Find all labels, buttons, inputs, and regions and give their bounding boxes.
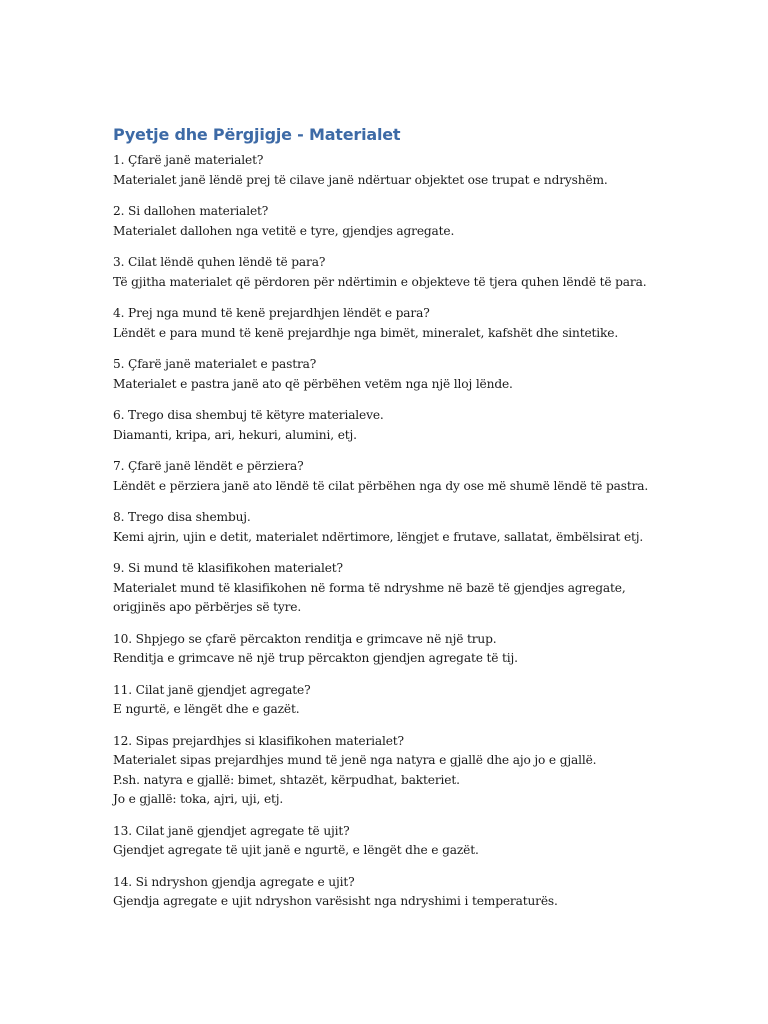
qa-item-6 — [113, 406, 733, 445]
answer-text: Gjendjet agregate të ujit janë e ngurtë, e lëngët dhe e gazët. — [113, 843, 479, 857]
document-content — [113, 124, 733, 924]
question-text: 2. Si dallohen materialet? — [113, 204, 269, 218]
answer-text: Lëndët e përziera janë ato lëndë të cilat përbëhen nga dy ose më shumë lëndë të pastra. — [113, 478, 649, 493]
qa-item-10 — [113, 630, 733, 669]
question-text: 5. Çfarë janë materialet e pastra? — [113, 357, 317, 371]
qa-item-1 — [113, 151, 733, 190]
question-text: 9. Si mund të klasifikohen materialet? — [113, 561, 343, 575]
qa-item-2 — [113, 202, 733, 241]
qa-list — [113, 151, 733, 912]
question-text: 12. Sipas prejardhjes si klasifikohen materialet? — [113, 733, 404, 748]
answer-text: Gjendja agregate e ujit ndryshon varësisht nga ndryshimi i temperaturës. — [113, 894, 558, 908]
question-text: 7. Çfarë janë lëndët e përziera? — [113, 459, 304, 473]
question-text: 11. Cilat janë gjendjet agregate? — [113, 682, 311, 697]
qa-item-9 — [113, 559, 733, 618]
qa-item-14 — [113, 873, 733, 912]
question-text: 4. Prej nga mund të kenë prejardhjen lëndët e para? — [113, 306, 430, 320]
answer-text: Materialet sipas prejardhjes mund të jenë nga natyra e gjallë dhe ajo jo e gjallë. — [113, 753, 597, 767]
answer-text: Diamanti, kripa, ari, hekuri, alumini, etj. — [113, 427, 357, 442]
answer-text: Kemi ajrin, ujin e detit, materialet ndërtimore, lëngjet e frutave, sallatat, ëmbëlsirat etj. — [113, 529, 644, 544]
question-text: 13. Cilat janë gjendjet agregate të ujit? — [113, 823, 350, 838]
qa-item-13 — [113, 822, 733, 861]
qa-item-12 — [113, 732, 733, 810]
answer-text: origjinës apo përbërjes së tyre. — [113, 600, 302, 614]
answer-text: Materialet e pastra janë ato që përbëhen vetëm nga një lloj lënde. — [113, 376, 513, 391]
question-text: 10. Shpjego se çfarë përcakton renditja e grimcave në një trup. — [113, 631, 497, 646]
answer-text: Materialet dallohen nga vetitë e tyre, gjendjes agregate. — [113, 223, 455, 238]
answer-text: Materialet janë lëndë prej të cilave janë ndërtuar objektet ose trupat e ndryshëm. — [113, 172, 608, 187]
qa-item-11 — [113, 681, 733, 720]
question-text: 8. Trego disa shembuj. — [113, 510, 251, 524]
question-text: 6. Trego disa shembuj të këtyre materialeve. — [113, 408, 384, 422]
answer-text: Të gjitha materialet që përdoren për ndërtimin e objekteve të tjera quhen lëndë të para. — [113, 274, 647, 289]
answer-text: E ngurtë, e lëngët dhe e gazët. — [113, 702, 300, 716]
question-text: 1. Çfarë janë materialet? — [113, 153, 264, 167]
qa-item-8 — [113, 508, 733, 547]
qa-item-3 — [113, 253, 733, 292]
answer-text: Materialet mund të klasifikohen në forma të ndryshme në bazë të gjendjes agregate, — [113, 580, 626, 595]
document-title: Pyetje dhe Përgjigje - Materialet — [113, 125, 401, 144]
answer-text: Renditja e grimcave në një trup përcakton gjendjen agregate të tij. — [113, 651, 518, 665]
qa-item-4 — [113, 304, 733, 343]
question-text: 3. Cilat lëndë quhen lëndë të para? — [113, 255, 326, 269]
qa-item-5 — [113, 355, 733, 394]
answer-text: P.sh. natyra e gjallë: bimet, shtazët, kërpudhat, bakteriet. — [113, 772, 460, 787]
qa-item-7 — [113, 457, 733, 496]
question-text: 14. Si ndryshon gjendja agregate e ujit? — [113, 874, 355, 889]
answer-text: Jo e gjallë: toka, ajri, uji, etj. — [113, 792, 284, 806]
answer-text: Lëndët e para mund të kenë prejardhje nga bimët, mineralet, kafshët dhe sintetike. — [113, 325, 619, 340]
